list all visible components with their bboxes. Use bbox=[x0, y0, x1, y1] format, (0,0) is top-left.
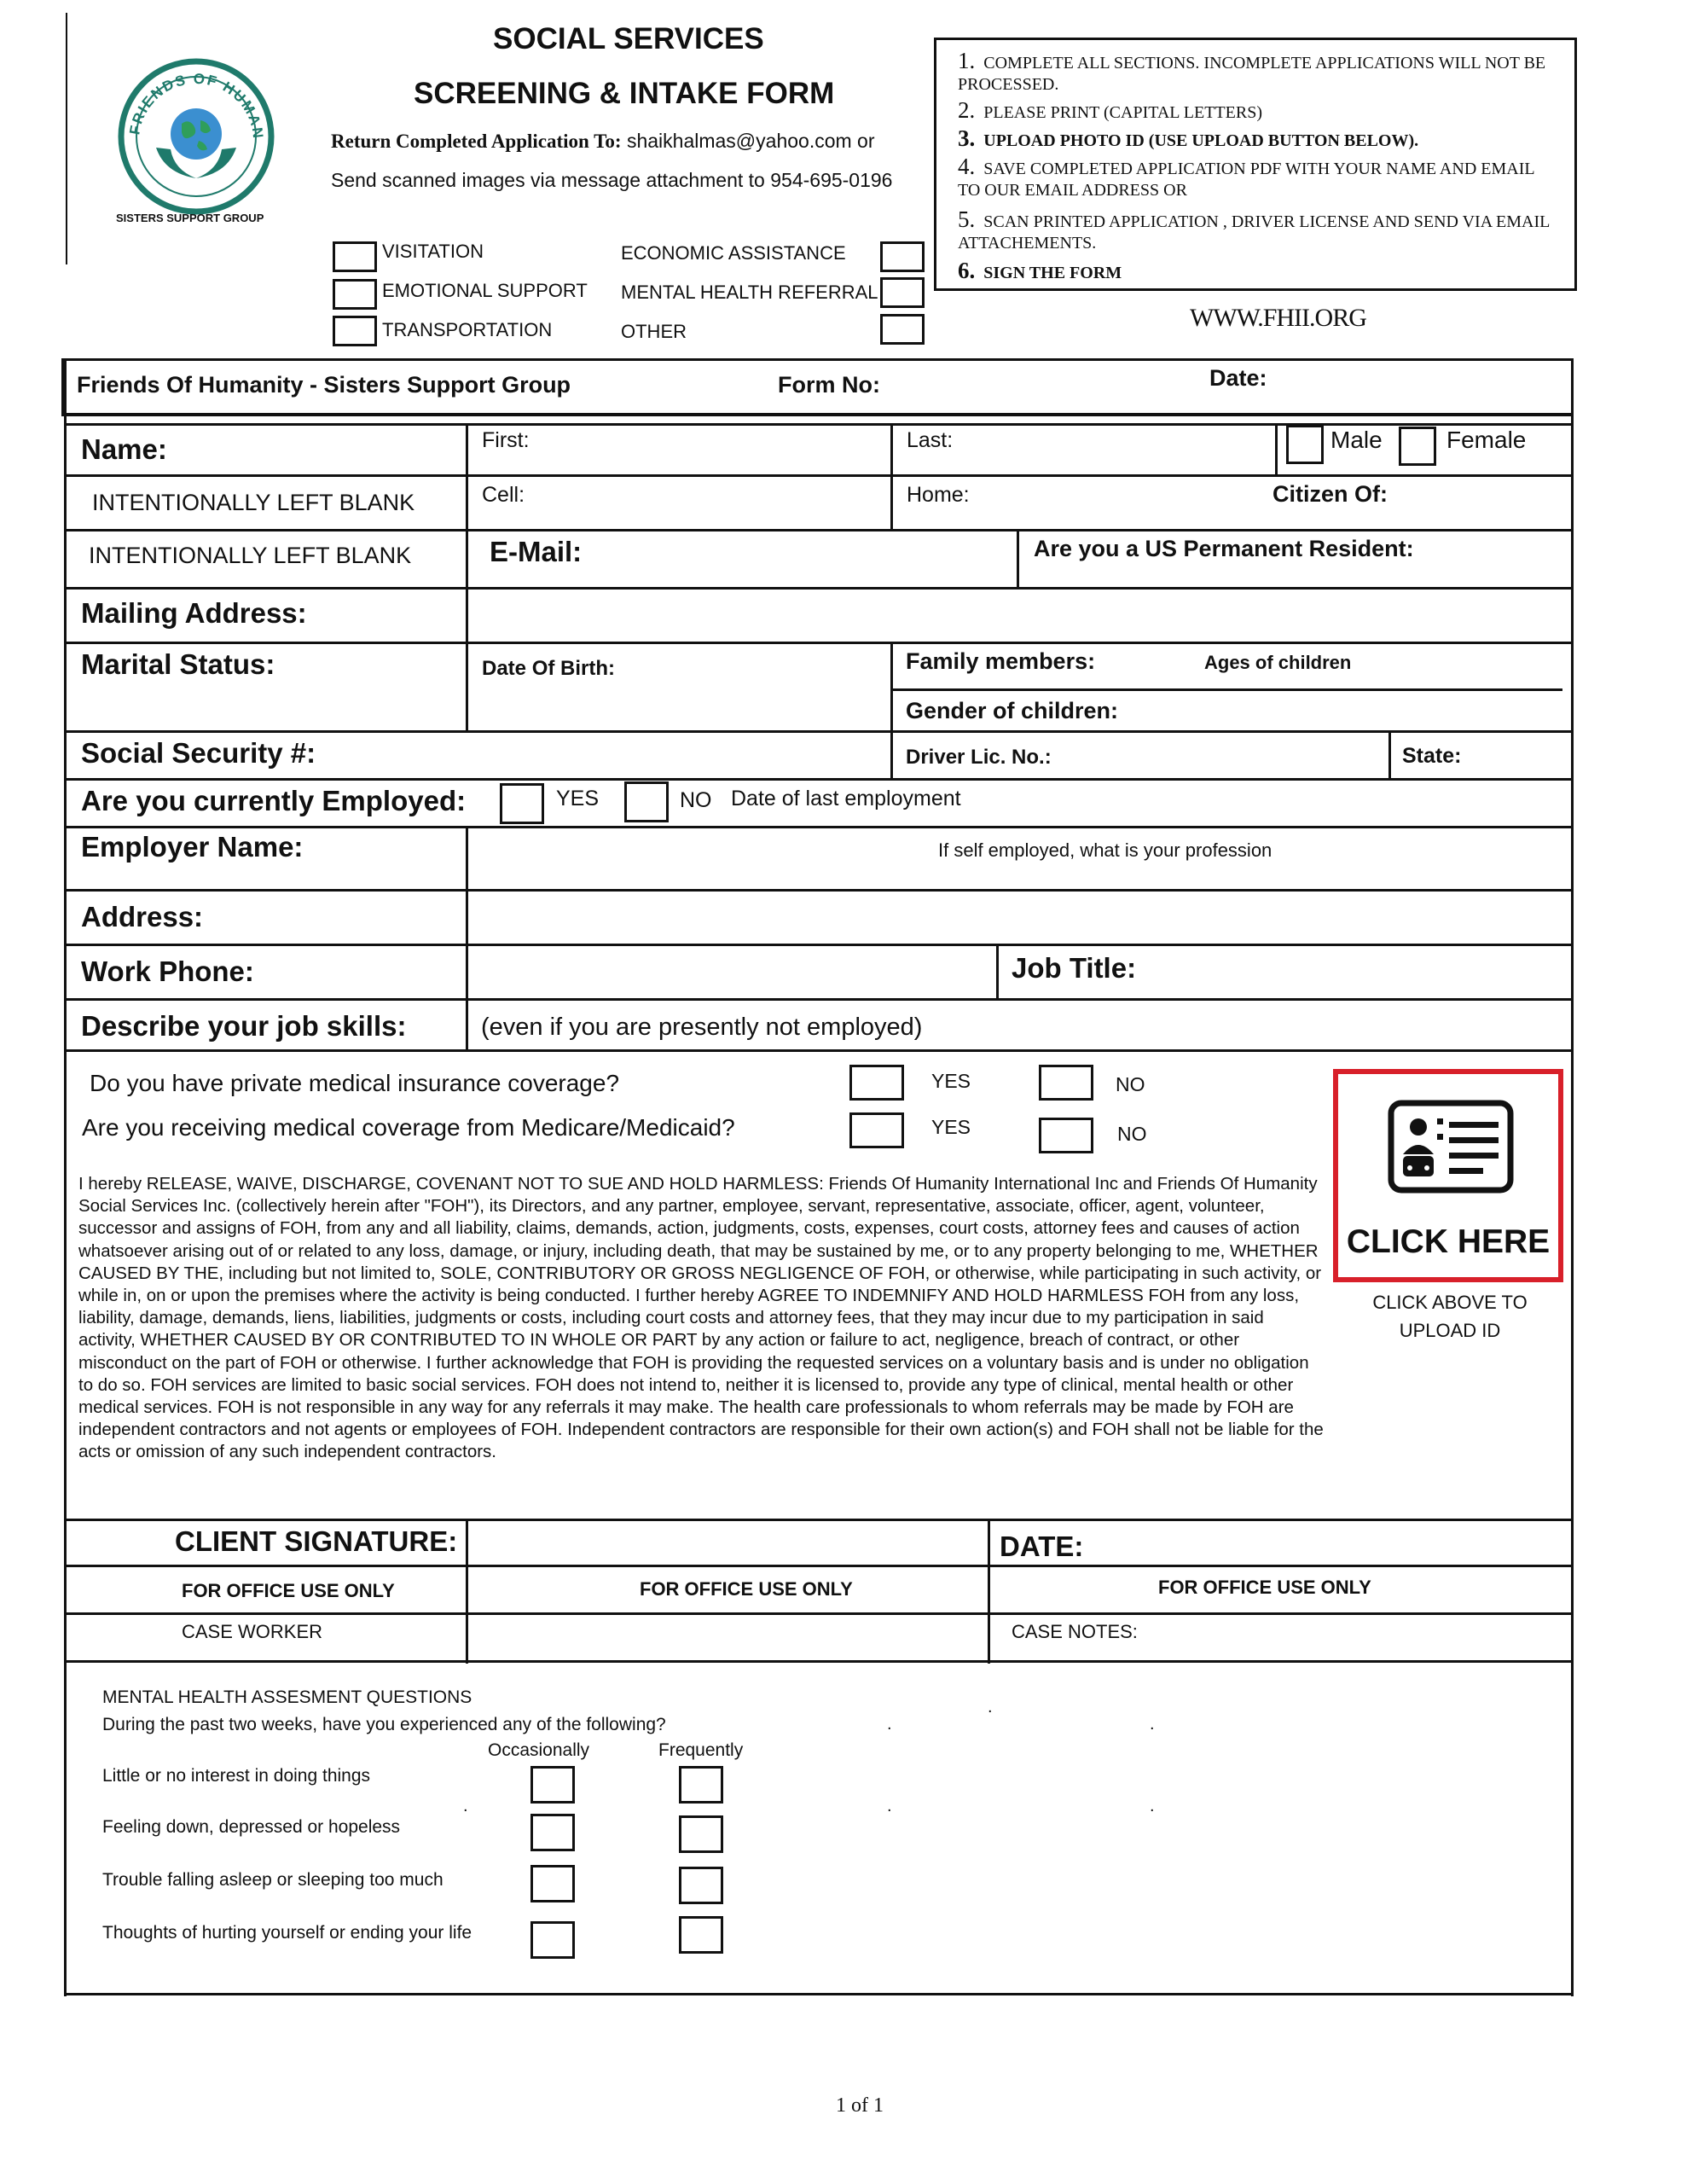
send-scan-instructions: Send scanned images via message attachment to 954-695-0196 bbox=[331, 169, 893, 191]
mh-q2-frequently-checkbox[interactable] bbox=[679, 1815, 723, 1853]
stray-mark: . bbox=[1150, 1715, 1155, 1734]
name-label: Name: bbox=[81, 433, 167, 465]
office-use-label-1: FOR OFFICE USE ONLY bbox=[182, 1580, 395, 1601]
family-members-field[interactable]: Family members: bbox=[906, 648, 1096, 674]
return-label: Return Completed Application To: bbox=[331, 131, 622, 152]
org-name: Friends Of Humanity - Sisters Support Group bbox=[77, 372, 571, 398]
mh-q1-occasionally-checkbox[interactable] bbox=[530, 1766, 575, 1804]
self-employed-profession-field[interactable]: If self employed, what is your profession bbox=[938, 839, 1272, 861]
stray-mark: . bbox=[1150, 1797, 1155, 1815]
mh-question-3: Trouble falling asleep or sleeping too much bbox=[102, 1870, 443, 1890]
employer-address-input[interactable] bbox=[471, 892, 1571, 942]
work-phone-input[interactable] bbox=[471, 947, 993, 998]
gender-of-children-field[interactable]: Gender of children: bbox=[906, 698, 1119, 723]
medicare-yes-label: YES bbox=[931, 1116, 971, 1138]
ssn-label: Social Security #: bbox=[81, 737, 316, 769]
page-number: 1 of 1 bbox=[836, 2094, 884, 2117]
visitation-label: VISITATION bbox=[382, 241, 484, 262]
us-resident-field[interactable]: Are you a US Permanent Resident: bbox=[1034, 536, 1414, 561]
other-checkbox[interactable] bbox=[880, 314, 925, 345]
upload-caption-line1: CLICK ABOVE TO bbox=[1372, 1292, 1528, 1313]
insurance-yes-label: YES bbox=[931, 1070, 971, 1092]
emotional-support-label: EMOTIONAL SUPPORT bbox=[382, 280, 588, 301]
date-of-birth-field[interactable]: Date Of Birth: bbox=[482, 657, 615, 680]
mental-health-referral-label: MENTAL HEALTH REFERRAL bbox=[621, 282, 878, 303]
mh-question-2: Feeling down, depressed or hopeless bbox=[102, 1817, 401, 1837]
last-name-field[interactable]: Last: bbox=[907, 428, 954, 452]
signature-date-field[interactable]: DATE: bbox=[1000, 1531, 1084, 1562]
state-field[interactable]: State: bbox=[1402, 744, 1462, 768]
stray-mark: . bbox=[988, 1698, 993, 1716]
mailing-address-input[interactable] bbox=[471, 590, 1571, 642]
driver-license-field[interactable]: Driver Lic. No.: bbox=[906, 746, 1052, 769]
employer-name-label: Employer Name: bbox=[81, 831, 304, 863]
form-title-line1: SOCIAL SERVICES bbox=[493, 22, 764, 55]
employed-yes-checkbox[interactable] bbox=[500, 783, 544, 824]
transportation-checkbox[interactable] bbox=[333, 316, 377, 346]
female-label: Female bbox=[1446, 427, 1527, 453]
mh-q3-occasionally-checkbox[interactable] bbox=[530, 1865, 575, 1902]
mh-question-1: Little or no interest in doing things bbox=[102, 1766, 371, 1786]
case-worker-label: CASE WORKER bbox=[182, 1621, 323, 1642]
mh-q1-frequently-checkbox[interactable] bbox=[679, 1766, 723, 1804]
insurance-no-label: NO bbox=[1116, 1073, 1145, 1095]
intentionally-blank-2: INTENTIONALLY LEFT BLANK bbox=[89, 543, 412, 568]
home-phone-field[interactable]: Home: bbox=[907, 483, 970, 507]
ages-of-children-field[interactable]: Ages of children bbox=[1204, 652, 1352, 673]
employed-label: Are you currently Employed: bbox=[81, 785, 467, 816]
office-use-label-3: FOR OFFICE USE ONLY bbox=[1158, 1577, 1371, 1598]
medicare-no-checkbox[interactable] bbox=[1039, 1118, 1093, 1153]
employer-address-label: Address: bbox=[81, 901, 204, 932]
frequently-column-header: Frequently bbox=[658, 1740, 744, 1760]
client-signature-input[interactable] bbox=[471, 1522, 984, 1565]
marital-status-label: Marital Status: bbox=[81, 648, 275, 680]
mental-health-title: MENTAL HEALTH ASSESMENT QUESTIONS bbox=[102, 1687, 472, 1707]
medicare-no-label: NO bbox=[1117, 1123, 1147, 1145]
instructions-box bbox=[934, 38, 1577, 291]
mh-q4-frequently-checkbox[interactable] bbox=[679, 1916, 723, 1954]
intentionally-blank-1: INTENTIONALLY LEFT BLANK bbox=[92, 490, 415, 515]
return-email[interactable]: shaikhalmas@yahoo.com or bbox=[626, 130, 875, 152]
female-checkbox[interactable] bbox=[1399, 427, 1436, 466]
stray-mark: . bbox=[463, 1797, 468, 1815]
left-edge-mark bbox=[66, 13, 67, 264]
instruction-1: 1. COMPLETE ALL SECTIONS. INCOMPLETE APPLICATIONS WILL NOT BE PROCESSED. bbox=[958, 48, 1546, 94]
instruction-3: 3. UPLOAD PHOTO ID (USE UPLOAD BUTTON BELOW). bbox=[958, 125, 1419, 151]
mental-health-referral-checkbox[interactable] bbox=[880, 277, 925, 308]
mh-q2-occasionally-checkbox[interactable] bbox=[530, 1814, 575, 1851]
occasionally-column-header: Occasionally bbox=[488, 1740, 590, 1760]
instruction-4: 4. SAVE COMPLETED APPLICATION PDF WITH YOUR NAME AND EMAIL TO OUR EMAIL ADDRESS OR bbox=[958, 154, 1534, 200]
employed-no-checkbox[interactable] bbox=[624, 781, 669, 822]
mh-q4-occasionally-checkbox[interactable] bbox=[530, 1921, 575, 1959]
client-signature-label: CLIENT SIGNATURE: bbox=[175, 1525, 458, 1557]
insurance-no-checkbox[interactable] bbox=[1039, 1065, 1093, 1101]
upload-button-label: CLICK HERE bbox=[1346, 1223, 1551, 1260]
form-title-line2: SCREENING & INTAKE FORM bbox=[414, 77, 835, 110]
citizen-of-field[interactable]: Citizen Of: bbox=[1272, 481, 1388, 507]
job-skills-label: Describe your job skills: bbox=[81, 1010, 407, 1042]
insurance-yes-checkbox[interactable] bbox=[849, 1065, 904, 1101]
cell-phone-field[interactable]: Cell: bbox=[482, 483, 525, 507]
job-title-field[interactable]: Job Title: bbox=[1012, 952, 1137, 984]
employed-yes-label: YES bbox=[556, 787, 600, 810]
instruction-2: 2. PLEASE PRINT (CAPITAL LETTERS) bbox=[958, 97, 1262, 123]
first-name-field[interactable]: First: bbox=[482, 428, 530, 452]
instruction-6: 6. SIGN THE FORM bbox=[958, 258, 1122, 283]
medicare-yes-checkbox[interactable] bbox=[849, 1112, 904, 1148]
mh-q3-frequently-checkbox[interactable] bbox=[679, 1867, 723, 1904]
logo-subtitle: SISTERS SUPPORT GROUP bbox=[116, 212, 264, 224]
upload-id-button[interactable] bbox=[1333, 1069, 1563, 1282]
liability-waiver-text: I hereby RELEASE, WAIVE, DISCHARGE, COVENANT NOT TO SUE AND HOLD HARMLESS: Friends Of Humanity International Inc and Friends Of Humanity Social Services Inc. (collectively herein after "FOH"), its Directors, and any partner, employee, servant, representative, associate, officer, agent, volunteer, successor and assigns of FOH, from any and all liability, claims, demands, action, judgments, costs, expenses, court costs, attorney fees and causes of action whatsoever arising out of or related to any loss, damage, or injury, including death, that may be sustained by me, or to any property belonging to me, WHETHER CAUSED BY THE, including but not limited to, SOLE, CONTRIBUTORY OR GROSS NEGLIGENCE OF FOH, or otherwise, while participating in such activity, or while in, on or upon the premises where the activity is being conducted. I further hereby AGREE TO INDEMNIFY AND HOLD HARMLESS FOH from any loss, liability, damage, demands, liens, liabilities, judgments or costs, including court costs and attorney fees, that they may incur due to my participation in said activity, WHETHER CAUSED BY OR CONTRIBUTED TO IN WHOLE OR PART by any action or failure to act, negligence, breach of contract, or other misconduct on the part of FOH or otherwise. I further acknowledge that FOH is providing the requested services on a voluntary basis and is under no obligation to do so. FOH services are limited to basic social services. FOH does not intend to, neither it is licensed to, provide any type of clinical, mental health or other medical services. FOH is not responsible in any way for any referrals it may make. The health care professionals to whom referrals may be made by FOH are independent contractors and not agents or employees of FOH. Independent contractors are responsible for their own action(s) and FOH shall not be liable for the acts or omission of any such independent contractors. bbox=[78, 1174, 1324, 1462]
upload-caption-line2: UPLOAD ID bbox=[1399, 1320, 1501, 1341]
email-field[interactable]: E-Mail: bbox=[490, 536, 583, 567]
return-instructions bbox=[331, 130, 875, 153]
transportation-label: TRANSPORTATION bbox=[382, 319, 553, 340]
private-insurance-question: Do you have private medical insurance coverage? bbox=[90, 1070, 620, 1096]
website-link[interactable]: WWW.FHII.ORG bbox=[1190, 304, 1366, 332]
other-label: OTHER bbox=[621, 321, 687, 342]
instruction-5: 5. SCAN PRINTED APPLICATION , DRIVER LICENSE AND SEND VIA EMAIL ATTACHEMENTS. bbox=[958, 206, 1550, 253]
employed-no-label: NO bbox=[680, 788, 712, 812]
form-number-label: Form No: bbox=[778, 372, 880, 398]
office-use-label-2: FOR OFFICE USE ONLY bbox=[640, 1578, 853, 1600]
economic-assistance-label: ECONOMIC ASSISTANCE bbox=[621, 242, 846, 264]
header-date-label: Date: bbox=[1209, 365, 1267, 391]
upload-caption bbox=[1330, 1288, 1569, 1345]
friends-of-humanity-logo bbox=[115, 55, 277, 218]
mailing-address-label: Mailing Address: bbox=[81, 597, 307, 629]
mh-question-4: Thoughts of hurting yourself or ending your life bbox=[102, 1923, 472, 1943]
mental-health-intro: During the past two weeks, have you experienced any of the following? bbox=[102, 1715, 666, 1734]
medicare-question: Are you receiving medical coverage from Medicare/Medicaid? bbox=[82, 1114, 735, 1141]
stray-mark: . bbox=[887, 1797, 892, 1815]
last-employment-field[interactable]: Date of last employment bbox=[731, 787, 961, 810]
visitation-checkbox[interactable] bbox=[333, 241, 377, 272]
male-checkbox[interactable] bbox=[1286, 425, 1324, 464]
id-card-icon bbox=[1388, 1100, 1514, 1194]
economic-assistance-checkbox[interactable] bbox=[880, 241, 925, 272]
job-skills-field[interactable]: (even if you are presently not employed) bbox=[481, 1014, 923, 1041]
svg-text:FRIENDS OF HUMANITY: FRIENDS OF HUMAN bbox=[126, 70, 267, 141]
male-label: Male bbox=[1330, 427, 1383, 453]
stray-mark: . bbox=[887, 1715, 892, 1734]
case-notes-label: CASE NOTES: bbox=[1012, 1621, 1138, 1642]
work-phone-label: Work Phone: bbox=[81, 956, 254, 987]
emotional-support-checkbox[interactable] bbox=[333, 279, 377, 310]
